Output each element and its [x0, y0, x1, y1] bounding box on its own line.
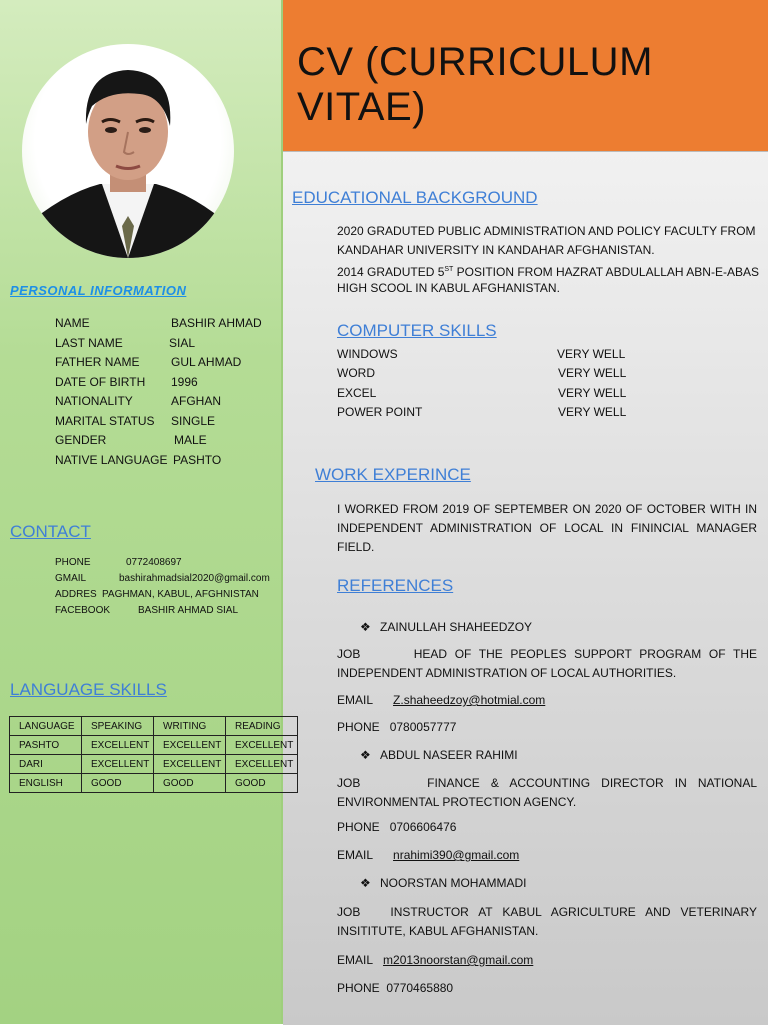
computer-skill: WINDOWS: [337, 347, 398, 361]
reference-job: JOB FINANCE & ACCOUNTING DIRECTOR IN NATIONAL ENVIRONMENTAL PROTECTION AGENCY.: [337, 776, 757, 809]
personal-row: NAME BASHIR AHMAD: [55, 316, 262, 330]
education-line: HIGH SCOOL IN KABUL AFGHANISTAN.: [337, 281, 560, 295]
education-line: 2020 GRADUTED PUBLIC ADMINISTRATION AND POLICY FACULTY FROM: [337, 224, 756, 238]
diamond-bullet-icon: ❖: [360, 620, 371, 634]
reference-name: ❖ ABDUL NASEER RAHIMI: [360, 748, 518, 762]
education-line: KANDAHAR UNIVERSITY IN KANDAHAR AFGHANISTAN.: [337, 243, 655, 257]
email-link[interactable]: Z.shaheedzoy@hotmial.com: [393, 693, 546, 707]
personal-info-heading: PERSONAL INFORMATION: [10, 283, 187, 298]
reference-email: EMAIL nrahimi390@gmail.com: [337, 848, 520, 862]
page-title: CV (CURRICULUM VITAE): [297, 40, 653, 129]
reference-phone: PHONE 0780057777: [337, 720, 457, 734]
table-row: PASHTO EXCELLENT EXCELLENT EXCELLENT: [10, 736, 298, 755]
personal-row: GENDER MALE: [55, 433, 207, 447]
contact-phone: PHONE 0772408697: [55, 557, 182, 568]
computer-skill-level: VERY WELL: [557, 347, 626, 361]
personal-row: MARITAL STATUS SINGLE: [55, 414, 216, 428]
personal-row: NATIVE LANGUAGE PASHTO: [55, 453, 222, 467]
personal-row: DATE OF BIRTH 1996: [55, 375, 198, 389]
references-heading: REFERENCES: [337, 576, 454, 595]
work-experience-text: I WORKED FROM 2019 OF SEPTEMBER ON 2020 OF OCTOBER WITH IN INDEPENDENT ADMINISTRATION OF LOCAL IN FININCIAL MANAGER FIELD.: [337, 502, 757, 554]
computer-skill-level: VERY WELL: [558, 366, 627, 380]
reference-name: ❖ NOORSTAN MOHAMMADI: [360, 876, 527, 890]
computer-skill: POWER POINT: [337, 405, 423, 419]
contact-email: GMAIL bashirahmadsial2020@gmail.com: [55, 573, 270, 584]
email-link[interactable]: nrahimi390@gmail.com: [393, 848, 520, 862]
reference-phone: PHONE 0770465880: [337, 981, 454, 995]
computer-skill-level: VERY WELL: [558, 386, 627, 400]
computer-skills-heading: COMPUTER SKILLS: [337, 321, 497, 340]
personal-row: NATIONALITY AFGHAN: [55, 394, 222, 408]
table-row: ENGLISH GOOD GOOD GOOD: [10, 774, 298, 793]
contact-heading: CONTACT: [10, 522, 91, 541]
personal-row: FATHER NAME GUL AHMAD: [55, 355, 242, 369]
education-line: 2014 GRADUTED 5ST POSITION FROM HAZRAT ABDULALLAH ABN-E-ABAS: [337, 265, 759, 279]
work-experience-heading: WORK EXPERINCE: [315, 465, 471, 484]
language-skills-table: [9, 716, 298, 793]
title-banner: [283, 0, 768, 151]
profile-photo: [22, 44, 234, 258]
computer-skill-level: VERY WELL: [558, 405, 627, 419]
table-header-row: LANGUAGE SPEAKING WRITING READING: [10, 717, 298, 736]
reference-job: JOB INSTRUCTOR AT KABUL AGRICULTURE AND VETERINARY INSITITUTE, KABUL AFGHANISTAN.: [337, 905, 757, 938]
contact-address: ADDRES PAGHMAN, KABUL, AFGHNISTAN: [55, 589, 259, 600]
diamond-bullet-icon: ❖: [360, 876, 371, 890]
contact-facebook: FACEBOOK BASHIR AHMAD SIAL: [55, 605, 239, 616]
reference-email: EMAIL Z.shaheedzoy@hotmial.com: [337, 693, 546, 707]
reference-email: EMAIL m2013noorstan@gmail.com: [337, 953, 534, 967]
computer-skill: WORD: [337, 366, 375, 380]
education-heading: EDUCATIONAL BACKGROUND: [292, 188, 538, 207]
computer-skill: EXCEL: [337, 386, 377, 400]
language-skills-heading: LANGUAGE SKILLS: [10, 680, 167, 699]
personal-row: LAST NAME SIAL: [55, 336, 196, 350]
email-link[interactable]: m2013noorstan@gmail.com: [383, 953, 534, 967]
reference-job: JOB HEAD OF THE PEOPLES SUPPORT PROGRAM OF THE INDEPENDENT ADMINISTRATION OF LOCAL AUTHORITIES.: [337, 647, 757, 680]
diamond-bullet-icon: ❖: [360, 748, 371, 762]
reference-phone: PHONE 0706606476: [337, 820, 457, 834]
reference-name: ❖ ZAINULLAH SHAHEEDZOY: [360, 620, 533, 634]
table-row: DARI EXCELLENT EXCELLENT EXCELLENT: [10, 755, 298, 774]
